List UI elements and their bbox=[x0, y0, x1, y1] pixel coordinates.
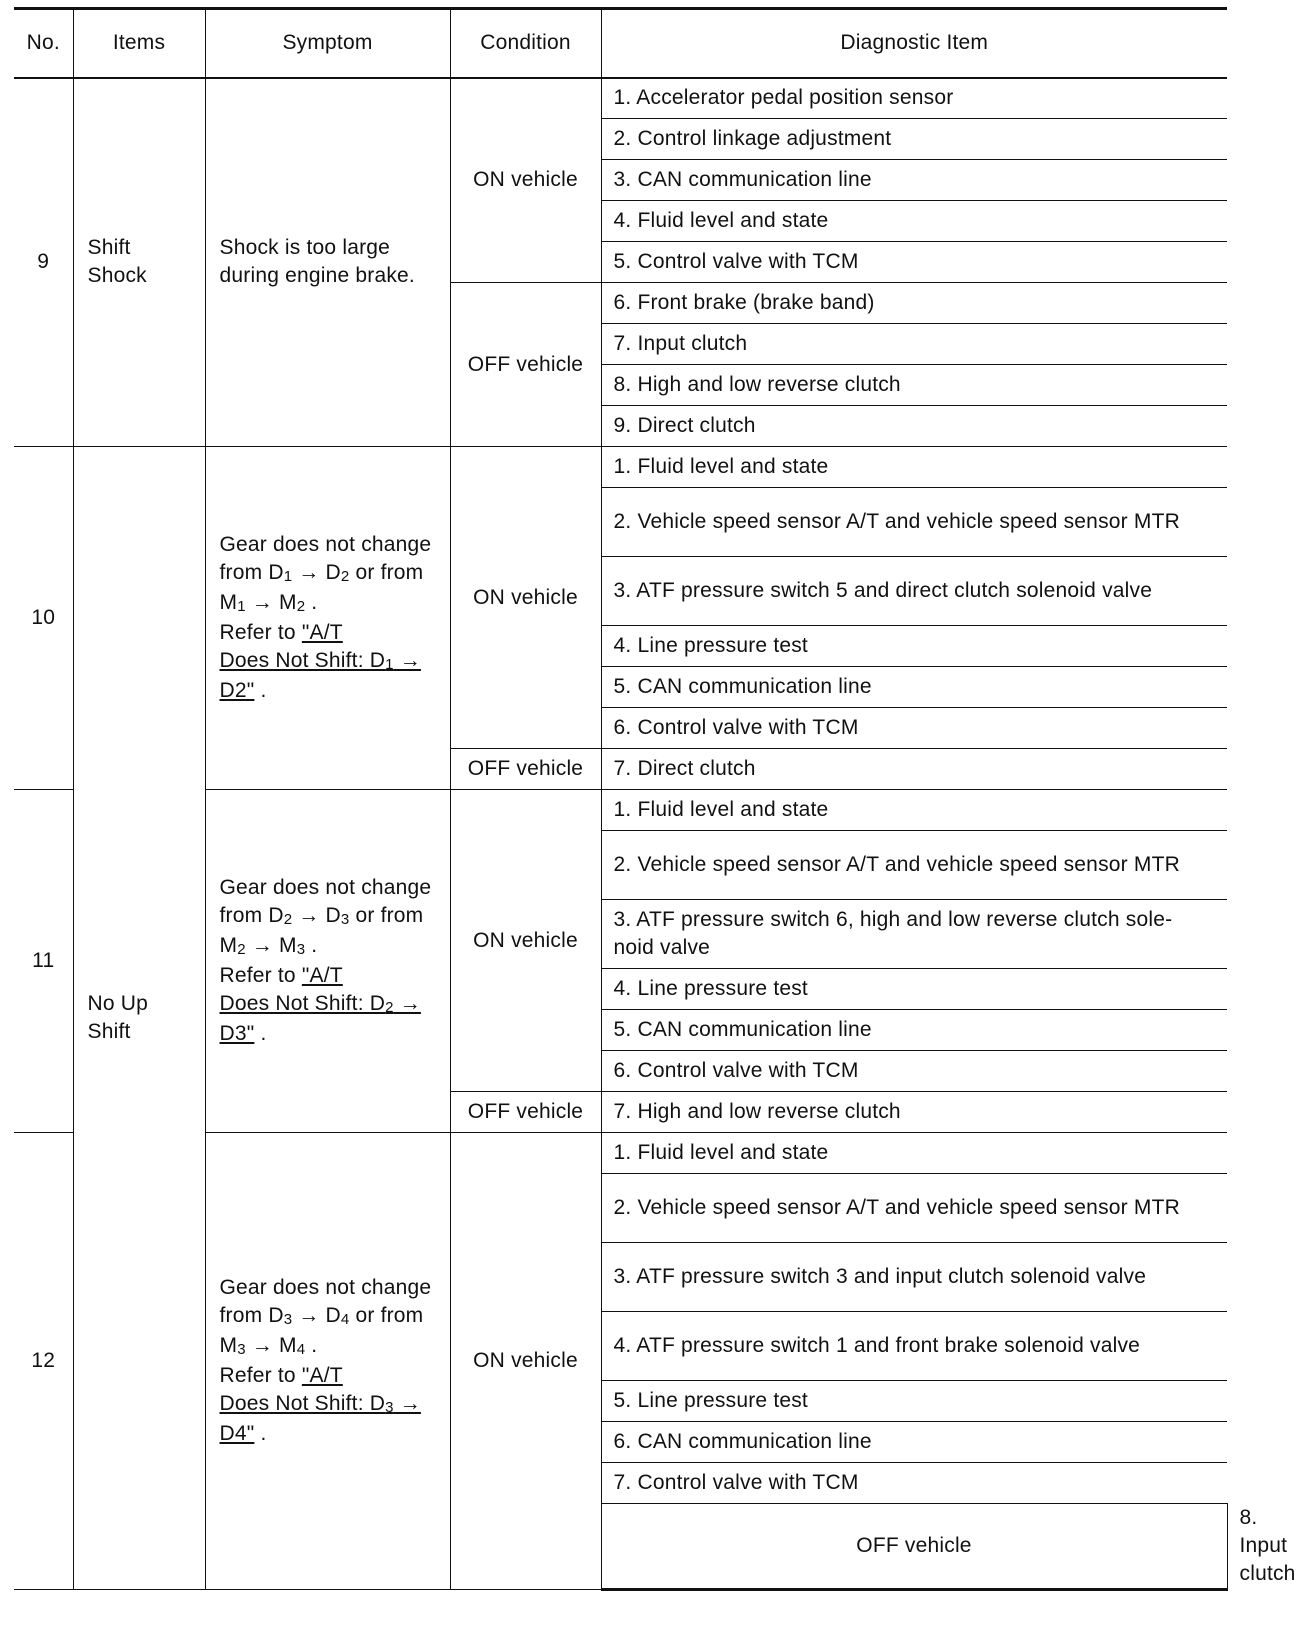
item-cell bbox=[73, 447, 205, 1590]
symptom-line bbox=[220, 990, 442, 1020]
symptom-line: D2" . bbox=[219, 679, 267, 702]
diagnostic-item: 1. Fluid level and state bbox=[601, 1133, 1227, 1174]
symptom-line: during engine brake. bbox=[219, 264, 415, 288]
diagnostic-item: 7. Control valve with TCM bbox=[601, 1463, 1227, 1504]
diagnostic-item: 6. Front brake (brake band) bbox=[601, 283, 1227, 324]
symptom-line: Gear does not change bbox=[219, 1276, 432, 1299]
diagnostic-item: 5. CAN communication line bbox=[601, 1010, 1227, 1051]
table-row bbox=[14, 78, 1227, 119]
diagnostic-item: 7. Direct clutch bbox=[601, 749, 1227, 790]
row-number: 11 bbox=[14, 790, 73, 1133]
diagnostic-item: 4. Fluid level and state bbox=[601, 201, 1227, 242]
diagnostic-item: 4. Line pressure test bbox=[601, 626, 1227, 667]
symptom-cell bbox=[205, 447, 450, 790]
reference-link[interactable]: Does Not Shift: D1 → bbox=[219, 649, 421, 673]
condition-cell: OFF vehicle bbox=[450, 749, 601, 790]
symptom-line: Shock is too large bbox=[219, 236, 391, 260]
symptom-line: D4" . bbox=[219, 1422, 267, 1445]
diagnostic-item: 2. Vehicle speed sensor A/T and vehicle speed sensor MTR bbox=[601, 831, 1227, 900]
diagnostic-line: noid valve bbox=[613, 936, 711, 959]
diagnostic-item: 1. Accelerator pedal position sensor bbox=[601, 78, 1227, 119]
row-number: 9 bbox=[14, 78, 73, 447]
header-no: No. bbox=[14, 9, 73, 78]
item-line: Shift bbox=[87, 236, 131, 260]
item-line: Shock bbox=[87, 264, 147, 288]
condition-cell: ON vehicle bbox=[450, 790, 601, 1092]
row-number: 10 bbox=[14, 447, 73, 790]
symptom-line bbox=[220, 647, 442, 677]
diagnostic-item: 7. High and low reverse clutch bbox=[601, 1092, 1227, 1133]
diagnostic-item: 9. Direct clutch bbox=[601, 406, 1227, 447]
item-cell bbox=[73, 78, 205, 447]
symptom-cell bbox=[205, 1133, 450, 1590]
condition-cell: OFF vehicle bbox=[601, 1504, 1227, 1590]
reference-link[interactable]: "A/T bbox=[301, 621, 343, 644]
diagnostic-item: 2. Vehicle speed sensor A/T and vehicle speed sensor MTR bbox=[601, 488, 1227, 557]
header-diagnostic-item: Diagnostic Item bbox=[601, 9, 1227, 78]
diagnostic-item: 2. Vehicle speed sensor A/T and vehicle speed sensor MTR bbox=[601, 1174, 1227, 1243]
diagnostic-item: 5. Line pressure test bbox=[601, 1381, 1227, 1422]
reference-link[interactable]: "A/T bbox=[301, 964, 343, 987]
row-number: 12 bbox=[14, 1133, 73, 1590]
diagnostic-item: 6. CAN communication line bbox=[601, 1422, 1227, 1463]
reference-link[interactable]: D2" bbox=[219, 679, 255, 702]
symptom-line: from D3 → D4 or from bbox=[219, 1304, 424, 1328]
header-items: Items bbox=[73, 9, 205, 78]
table-row: OFF vehicle 8. Input clutch bbox=[14, 1504, 1227, 1590]
reference-link[interactable]: Does Not Shift: D2 → bbox=[219, 992, 421, 1016]
symptom-line: D3" . bbox=[219, 1022, 267, 1045]
condition-cell: ON vehicle bbox=[450, 1133, 601, 1590]
condition-cell: OFF vehicle bbox=[450, 283, 601, 447]
diagnostic-item: 3. ATF pressure switch 5 and direct clutch solenoid valve bbox=[601, 557, 1227, 626]
symptom-line: Gear does not change bbox=[219, 876, 432, 899]
diagnostic-item: 5. Control valve with TCM bbox=[601, 242, 1227, 283]
symptom-line: Refer to "A/T bbox=[219, 621, 343, 644]
diagnostic-item: 5. CAN communication line bbox=[601, 667, 1227, 708]
reference-link[interactable]: Does Not Shift: D3 → bbox=[219, 1392, 421, 1416]
condition-cell: OFF vehicle bbox=[450, 1092, 601, 1133]
header-condition: Condition bbox=[450, 9, 601, 78]
table-row bbox=[14, 447, 1227, 488]
diagnostic-item: 6. Control valve with TCM bbox=[601, 1051, 1227, 1092]
diagnostic-item bbox=[601, 900, 1227, 969]
symptom-line: M2 → M3 . bbox=[219, 934, 318, 958]
diagnostic-item: 3. CAN communication line bbox=[601, 160, 1227, 201]
diagnostic-item: 1. Fluid level and state bbox=[601, 790, 1227, 831]
diagnostic-item: 4. ATF pressure switch 1 and front brake solenoid valve bbox=[601, 1312, 1227, 1381]
diagnostic-item: 2. Control linkage adjustment bbox=[601, 119, 1227, 160]
diagnostic-item: 8. High and low reverse clutch bbox=[601, 365, 1227, 406]
symptom-cell bbox=[205, 790, 450, 1133]
diagnostic-line: 3. ATF pressure switch 6, high and low reverse clutch sole- bbox=[613, 908, 1173, 931]
diagnosis-table-wrapper bbox=[14, 7, 1296, 1591]
diagnostic-item: 4. Line pressure test bbox=[601, 969, 1227, 1010]
diagnostic-item: 6. Control valve with TCM bbox=[601, 708, 1227, 749]
diagnostic-item: 3. ATF pressure switch 3 and input clutch solenoid valve bbox=[601, 1243, 1227, 1312]
symptom-line: M3 → M4 . bbox=[219, 1334, 318, 1358]
diagnosis-table bbox=[14, 7, 1296, 1591]
reference-link[interactable]: D4" bbox=[219, 1422, 255, 1445]
symptom-cell bbox=[205, 78, 450, 447]
item-line: No Up bbox=[87, 992, 149, 1015]
symptom-line: from D2 → D3 or from bbox=[219, 904, 424, 928]
symptom-line: Gear does not change bbox=[219, 533, 432, 556]
symptom-line bbox=[220, 1390, 442, 1420]
item-line: Shift bbox=[87, 1020, 131, 1043]
diagnostic-item: 7. Input clutch bbox=[601, 324, 1227, 365]
symptom-line: from D1 → D2 or from bbox=[219, 561, 424, 585]
symptom-line: M1 → M2 . bbox=[219, 591, 318, 615]
header-symptom: Symptom bbox=[205, 9, 450, 78]
reference-link[interactable]: "A/T bbox=[301, 1364, 343, 1387]
symptom-line: Refer to "A/T bbox=[219, 1364, 343, 1387]
reference-link[interactable]: D3" bbox=[219, 1022, 255, 1045]
diagnostic-item: 1. Fluid level and state bbox=[601, 447, 1227, 488]
header-row bbox=[14, 9, 1227, 78]
condition-cell: ON vehicle bbox=[450, 447, 601, 749]
condition-cell: ON vehicle bbox=[450, 78, 601, 283]
symptom-line: Refer to "A/T bbox=[219, 964, 343, 987]
